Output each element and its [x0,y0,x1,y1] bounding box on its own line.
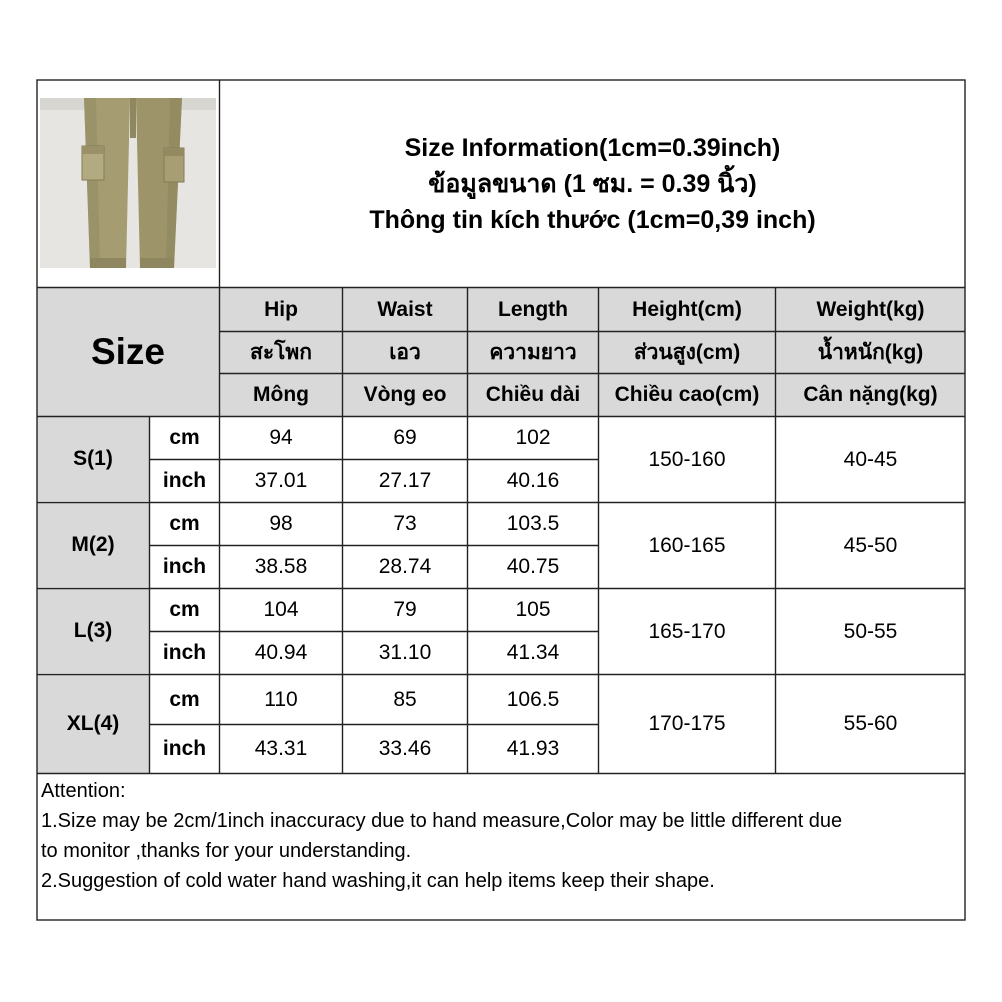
xl-hip-inch: 43.31 [254,737,308,760]
s-weight: 40-45 [843,447,898,471]
s-height: 150-160 [648,447,726,471]
s-hip-inch: 37.01 [254,469,308,492]
m-length-cm: 103.5 [506,512,560,535]
m-weight: 45-50 [843,533,898,557]
unit-cm-label: cm [169,598,200,621]
size-l-label: L(3) [37,589,149,673]
size-m-label: M(2) [37,503,149,587]
product-photo [40,98,216,268]
col-waist-en: Waist [343,288,467,331]
l-waist-cm: 79 [393,598,417,621]
col-waist-th: เอว [343,332,467,373]
xl-waist-inch: 33.46 [378,737,432,760]
title-thai: ข้อมูลขนาด (1 ซม. = 0.39 นิ้ว) [428,169,757,198]
col-hip-en: Hip [220,288,342,331]
m-hip-cm: 98 [269,512,293,535]
col-length-th: ความยาว [468,332,598,373]
unit-inch-label: inch [162,555,207,578]
s-length-cm: 102 [515,426,551,449]
col-height-th: ส่วนสูง(cm) [599,332,775,373]
unit-cm-label: cm [169,426,200,449]
m-length-inch: 40.75 [506,555,560,578]
s-waist-cm: 69 [393,426,417,449]
notes-line-1: 1.Size may be 2cm/1inch inaccuracy due to hand measure,Color may be little different due [41,810,843,832]
notes-line-3: 2.Suggestion of cold water hand washing,it can help items keep their shape. [41,870,715,892]
title-vietnamese: Thông tin kích thước (1cm=0,39 inch) [369,205,816,234]
col-height-vi: Chiều cao(cm) [599,374,775,416]
s-length-inch: 40.16 [506,469,560,492]
col-weight-en: Weight(kg) [776,288,965,331]
l-length-cm: 105 [515,598,551,621]
xl-height: 170-175 [648,712,726,735]
cargo-pants-image [40,98,216,268]
size-s-label: S(1) [37,417,149,501]
col-hip-vi: Mông [220,374,342,416]
notes-line-2: to monitor ,thanks for your understanding. [41,840,412,862]
size-xl-label: XL(4) [37,675,149,773]
col-length-vi: Chiều dài [468,374,598,416]
col-weight-th: น้ำหนัก(kg) [776,332,965,373]
m-waist-inch: 28.74 [378,555,432,578]
s-waist-inch: 27.17 [378,469,432,492]
attention-notes [41,776,963,896]
s-hip-cm: 94 [269,426,293,449]
col-hip-th: สะโพก [220,332,342,373]
xl-weight: 55-60 [843,712,898,735]
notes-heading: Attention: [41,780,126,802]
col-waist-vi: Vòng eo [343,374,467,416]
unit-inch-label: inch [162,469,207,492]
size-header-label: Size [90,331,166,372]
xl-hip-cm: 110 [264,687,298,711]
col-height-en: Height(cm) [599,288,775,331]
unit-inch-label: inch [162,641,207,664]
l-waist-inch: 31.10 [378,641,432,664]
m-waist-cm: 73 [393,512,417,535]
col-weight-vi: Cân nặng(kg) [776,374,965,416]
l-length-inch: 41.34 [506,641,560,664]
title-english: Size Information(1cm=0.39inch) [404,133,781,162]
unit-inch-label: inch [162,737,207,760]
size-header-cell [37,288,219,416]
unit-cm-label: cm [169,512,200,535]
title-block [220,80,965,287]
col-length-en: Length [468,288,598,331]
m-height: 160-165 [648,533,726,557]
unit-cm-label: cm [169,687,200,711]
m-hip-inch: 38.58 [254,555,308,578]
l-hip-cm: 104 [263,598,299,621]
xl-length-inch: 41.93 [506,737,560,760]
l-weight: 50-55 [843,619,898,643]
xl-length-cm: 106.5 [506,687,560,711]
l-hip-inch: 40.94 [254,641,308,664]
xl-waist-cm: 85 [393,687,417,711]
l-height: 165-170 [648,619,726,643]
